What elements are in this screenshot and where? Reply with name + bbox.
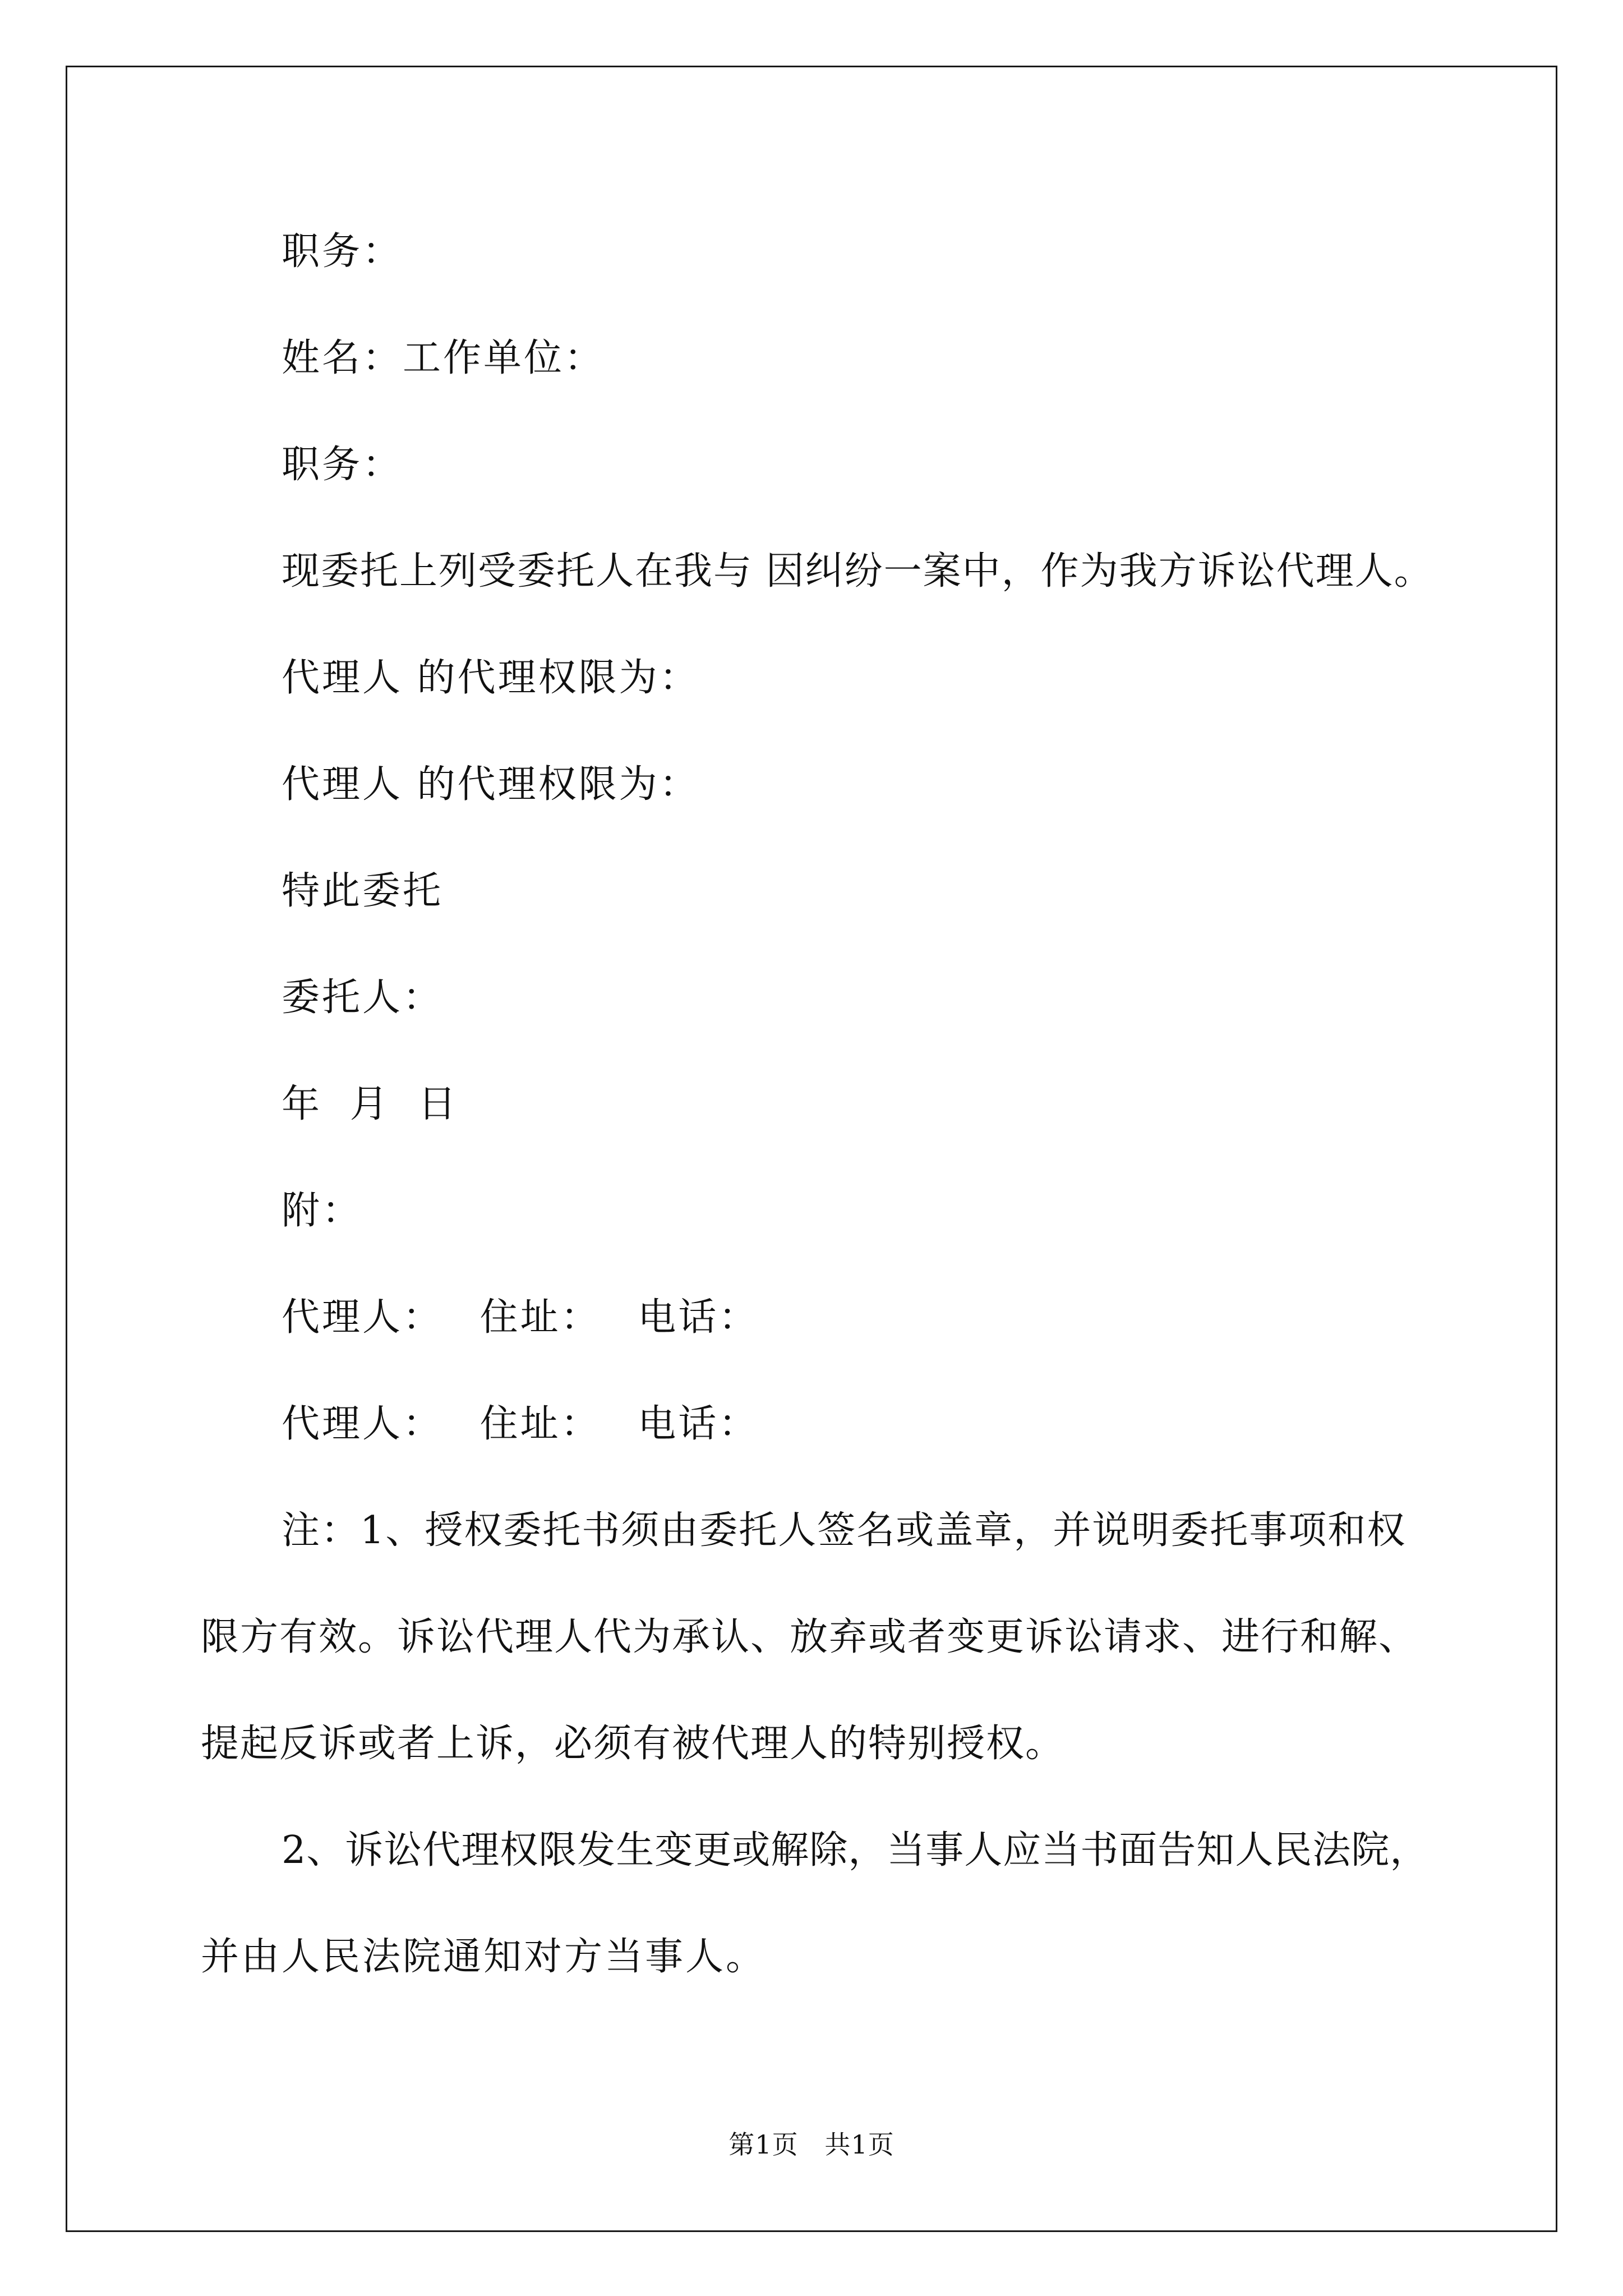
line-note-3: 提起反诉或者上诉，必须有被代理人的特别授权。 [201, 1722, 1065, 1766]
line-hereby-entrust: 特此委托 [282, 869, 444, 913]
page-border [66, 66, 1557, 2232]
line-agent-authority-2: 代理人 的代理权限为： [282, 762, 700, 807]
line-position-1: 职务： [282, 229, 403, 274]
line-note-1: 注：1、授权委托书须由委托人签名或盖章，并说明委托事项和权 [282, 1508, 1407, 1553]
line-agent-contact-2: 代理人： 住址： 电话： [282, 1402, 759, 1446]
line-position-2: 职务： [282, 443, 403, 487]
line-note-2: 限方有效。诉讼代理人代为承认、放弃或者变更诉讼请求、进行和解、 [201, 1615, 1418, 1659]
line-date: 年 月 日 [282, 1082, 459, 1126]
line-attachment: 附： [282, 1189, 363, 1233]
line-entrust-statement: 现委托上列受委托人在我与 因纠纷一案中，作为我方诉讼代理人。 [282, 549, 1433, 593]
line-name-workplace: 姓名：工作单位： [282, 336, 605, 380]
line-note-4: 2、诉讼代理权限发生变更或解除，当事人应当书面告知人民法院， [282, 1828, 1429, 1872]
line-agent-authority-1: 代理人 的代理权限为： [282, 656, 700, 700]
page-footer: 第1页 共1页 [728, 2129, 895, 2160]
line-agent-contact-1: 代理人： 住址： 电话： [282, 1295, 759, 1340]
line-note-5: 并由人民法院通知对方当事人。 [201, 1935, 767, 1979]
line-principal: 委托人： [282, 976, 444, 1020]
